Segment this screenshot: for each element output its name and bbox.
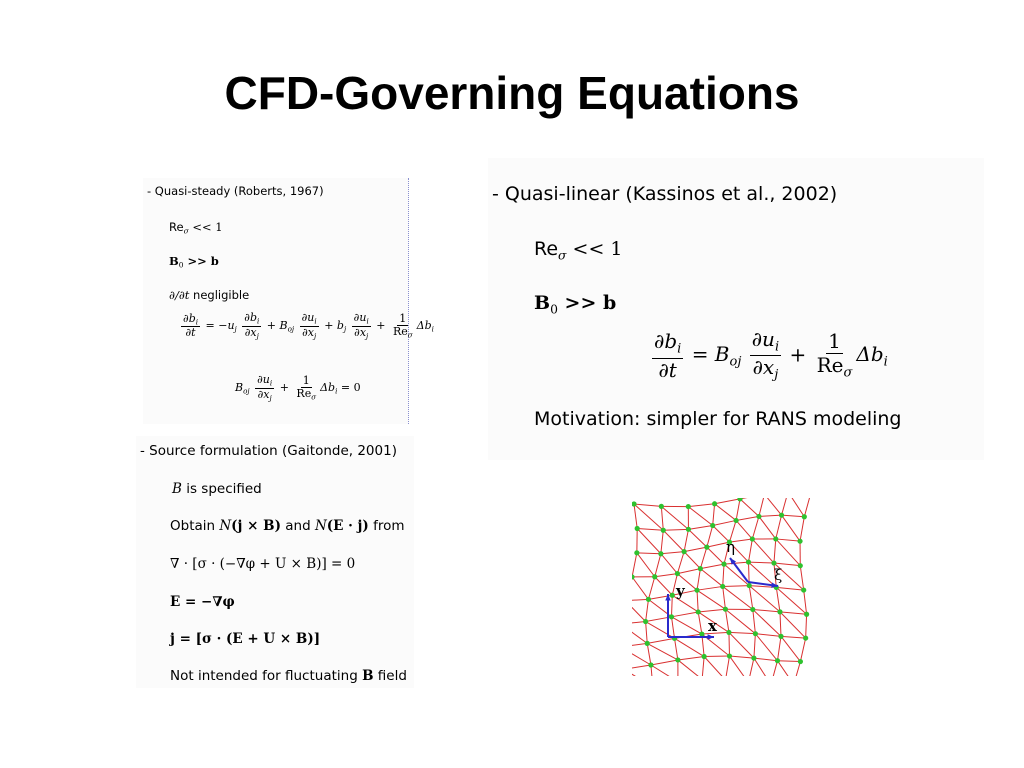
grid-node [686,527,691,532]
quasi-linear-panel [488,158,984,460]
grid-line [707,526,713,548]
grid-line [776,587,803,590]
grid-line [672,617,702,634]
grid-line [723,564,724,586]
source-formulation-panel [136,436,414,688]
grid-line [759,515,782,516]
grid-line [736,516,759,520]
grid-line [637,553,661,554]
grid-line [729,632,754,658]
grid-node [694,588,699,593]
grid-node [675,657,680,662]
grid-node [681,549,686,554]
grid-node [648,662,653,667]
grid-line [780,612,807,614]
grid-node [726,630,731,635]
grid-node [710,523,715,528]
negligible-line: ∂/∂t negligible [169,288,250,302]
grid-line [752,539,774,563]
grid-line [753,609,756,633]
grid-node [675,571,680,576]
grid-node [720,584,725,589]
grid-node [696,609,701,614]
grid-line [646,599,649,621]
grid-line [661,554,678,574]
grid-line [754,634,755,658]
grid-line [651,660,678,665]
grid-line [661,506,688,529]
grid-line [688,529,706,547]
grid-line [723,586,753,609]
grid-line [646,622,648,644]
curvilinear-grid-figure [632,498,810,676]
grid-line [740,498,764,499]
grid-line [777,661,800,662]
grid-node [798,659,803,664]
grid-line [632,624,647,643]
grid-node [727,653,732,658]
grid-node [747,583,752,588]
grid-line [637,528,661,553]
grid-node [702,654,707,659]
b-condition: $B_0 >> b$ [534,292,617,317]
grid-node [652,574,657,579]
grid-node [746,559,751,564]
grid-line [755,634,777,661]
electric-field-equation: E = −∇φ [170,594,235,610]
grid-line [781,636,800,661]
grid-line [677,552,684,574]
not-intended-line: Not intended for fluctuating B field [170,668,407,684]
grid-node [669,614,674,619]
grid-node [751,655,756,660]
grid-line [702,657,704,676]
induction-equation: $\frac{\partial b_i}{\partial t}$ = $-u_j$ $\frac{\partial b_i}{\partial x_j}$ + $B_{oj}$ $\frac{\partial u_i}{\partial x_j}$ + $b_j$ $\frac{\partial u_i}{\partial x_j}$ + $\frac{1}{Re_\sigma}$ $\Delta b_i$ [183,311,434,341]
slide-title: CFD-Governing Equations [224,67,800,119]
xi-label: ξ [774,566,783,584]
grid-line [749,539,753,562]
grid-node [686,504,691,509]
grid-line [688,504,714,507]
grid-line [759,516,776,539]
grid-line [698,612,702,634]
grid-line [759,498,765,516]
grid-line [764,498,781,515]
grid-line [788,498,804,517]
grid-node [723,607,728,612]
quasi-linear-heading: - Quasi-linear (Kassinos et al., 2002) [492,183,838,205]
grid-line [736,520,752,539]
grid-line [678,660,702,676]
grid-line [774,539,776,563]
grid-line [753,609,780,611]
grid-node [797,539,802,544]
grid-line [723,586,726,609]
grid-line [677,569,700,574]
grid-line [647,643,678,660]
quasi-steady-heading: - Quasi-steady (Roberts, 1967) [147,184,324,198]
grid-line [729,656,748,676]
grid-line [684,547,707,552]
grid-line [663,529,688,530]
grid-line [804,498,810,517]
grid-line [647,643,651,665]
grid-line [634,504,637,528]
grid-line [725,609,729,632]
grid-line [661,552,684,554]
grid-node [778,634,783,639]
grid-line [700,547,706,569]
grid-node [698,566,703,571]
grid-line [675,638,678,660]
grid-line [672,617,675,639]
grid-line [632,577,648,599]
grid-node [643,619,648,624]
potential-equation: ∇ · [σ · (−∇φ + U × B)] = 0 [170,556,356,572]
grid-line [736,499,740,521]
grid-line [715,504,736,521]
grid-line [704,657,725,676]
grid-line [684,529,688,551]
grid-node [802,514,807,519]
grid-line [713,504,715,526]
grid-line [752,516,759,539]
grid-line [675,638,705,656]
grid-node [632,574,635,579]
grid-node [661,528,666,533]
grid-line [646,622,675,639]
x-label: x [708,617,717,635]
grid-line [697,569,700,591]
grid-line [698,609,725,612]
grid-line [776,587,780,611]
grid-line [634,504,661,506]
grid-line [776,539,800,566]
grid-line [678,657,704,660]
grid-line [632,669,653,676]
grid-node [750,536,755,541]
grid-line [726,656,730,676]
grid-line [729,632,730,656]
grid-line [723,586,750,587]
grid-node [804,612,809,617]
grid-line [776,539,800,541]
grid-line [740,499,759,517]
eta-label: η [726,538,735,556]
grid-line [800,517,804,541]
grid-node [801,587,806,592]
grid-line [632,601,646,622]
grid-node [779,513,784,518]
grid-line [637,528,663,530]
grid-line [655,554,661,577]
grid-line [663,530,684,551]
grid-line [700,569,722,587]
grid-line [749,586,753,610]
x-axis-arrow-head [708,634,714,639]
grid-node [773,536,778,541]
grid-node [803,635,808,640]
grid-node [756,514,761,519]
grid-line [748,658,754,676]
grid-line [729,632,755,633]
grid-line [782,515,805,517]
panel-divider [408,178,409,424]
grid-line [700,564,724,569]
grid-line [729,656,753,658]
grid-line [632,665,651,669]
grid-node [704,545,709,550]
grid-line [632,553,637,577]
steady-balance-equation: $B_{oj}$ $\frac{\partial u_i}{\partial x_j}$ + $\frac{1}{Re_\sigma}$ $\Delta b_i = 0$ [235,373,361,403]
grid-line [777,661,793,676]
grid-line [688,526,712,530]
grid-line [800,566,803,590]
grid-node [750,607,755,612]
grid-line [804,590,807,614]
grid-line [648,577,654,600]
grid-line [684,552,700,569]
grid-node [699,631,704,636]
grid-node [775,658,780,663]
grid-node [712,501,717,506]
grid-line [755,634,781,637]
obtain-line: Obtain N(j × B) and N(E · j) from [170,518,405,534]
grid-line [707,547,724,564]
grid-line [697,590,698,612]
quasi-steady-panel [143,178,434,424]
grid-line [754,658,778,661]
y-label: y [676,582,685,600]
grid-line [688,507,712,526]
grid-line [697,586,723,590]
grid-line [655,574,678,577]
grid-line [806,614,807,638]
grid-node [659,504,664,509]
grid-svg [632,498,810,676]
grid-node [753,631,758,636]
quasi-linear-equation: $\frac{\partial b_i}{\partial t}$ = $B_{oj}$ $\frac{\partial u_i}{\partial x_j}$ + $\frac{1}{Re_\sigma}$ $\Delta b_i$ [654,327,888,384]
grid-line [749,562,774,563]
grid-line [776,515,782,539]
grid-line [715,499,740,504]
grid-line [780,612,781,636]
grid-node [798,563,803,568]
grid-line [661,530,663,553]
grid-line [782,498,788,515]
grid-line [800,638,805,661]
grid-line [647,638,674,643]
re-condition: $Re_\sigma << 1$ [169,220,223,236]
grid-line [672,612,699,617]
grid-line [661,506,663,530]
grid-node [634,550,639,555]
grid-node [635,526,640,531]
grid-line [777,636,781,660]
re-condition: $Re_\sigma << 1$ [534,238,623,263]
b-condition: $B_0 >> b$ [169,254,219,270]
grid-line [780,612,806,638]
grid-node [658,551,663,556]
grid-node [670,593,675,598]
grid-line [782,515,800,541]
source-formulation-heading: - Source formulation (Gaitonde, 2001) [140,443,397,459]
grid-node [777,609,782,614]
grid-line [724,562,748,564]
grid-line [754,658,771,676]
grid-line [655,577,673,596]
motivation-text: Motivation: simpler for RANS modeling [534,408,902,430]
grid-node [733,518,738,523]
grid-node [771,560,776,565]
grid-line [713,520,736,525]
current-density-equation: j = [σ · (E + U × B)] [170,631,321,647]
grid-node [721,562,726,567]
grid-node [645,641,650,646]
grid-line [672,595,673,617]
grid-line [781,636,806,638]
grid-line [697,590,725,609]
grid-line [651,665,678,676]
grid-line [637,553,655,577]
grid-node [646,597,651,602]
b-specified-line: B is specified [172,481,262,497]
